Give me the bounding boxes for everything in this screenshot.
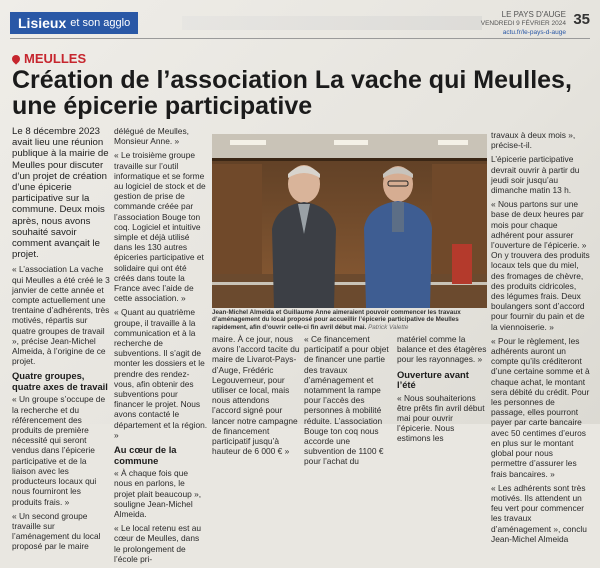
header-rule — [10, 38, 590, 39]
article-paragraph: « Le local retenu est au cœur de Meulles, dans le prolongement de l’école pri- — [114, 523, 202, 564]
article-paragraph: « Nous souhaiterions être prêts fin avril début mai pour ouvrir l’épicerie. Nous estimons les — [397, 392, 485, 444]
article-column-3b — [304, 334, 392, 471]
article-subhead: Au cœur de la commune — [114, 444, 177, 466]
article-paragraph: « L’association La vache qui Meulles a été créé le 3 janvier de cette année et compte actuellement une trentaine d’adhérents, très motivés, répartis sur quatre groupes de travail », précise Jean-Michel Almeida, à l’origine de ce projet. — [12, 264, 110, 367]
article-paragraph: « Quant au quatrième groupe, il travaille à la communication et à la recherche de subventions. Il s’agit de monter les dossiers et le prendre des rendez-vous, afin obtenir des subventions pour financer le projet. Nous avons contacté le département et la région. » — [114, 307, 208, 440]
publication-date: VENDREDI 9 FÉVRIER 2024 — [480, 20, 566, 27]
location-pin-icon — [10, 53, 21, 64]
article-column-3a — [212, 334, 300, 460]
article-paragraph: « Nous partons sur une base de deux heures par mois pour chaque adhérent pour assurer l’ouverture de l’épicerie. » On y trouvera des produits locaux tels que du miel, des fromages de chèvre, des produits cidricoles, des légumes frais. Deux boulangers sont d’accord pour fournir du pain et de la viennoiserie. » — [491, 199, 590, 332]
article-photo — [212, 134, 487, 308]
article-paragraph: L’épicerie participative devrait ouvrir à partir du jeudi soir jusqu’au dimanche matin 13 h. — [491, 154, 580, 196]
publication-name: LE PAYS D'AUGE — [501, 10, 566, 19]
article-paragraph: maire. À ce jour, nous avons l’accord tacite du maire de Livarot-Pays-d’Auge, Frédéric Legouverneur, pour utiliser ce local, mais nous attendons l’accord signé pour lancer notre campagne de financement participatif jusqu’à hauteur de 6 000 € » — [212, 334, 300, 457]
article-column-3c — [397, 334, 487, 448]
header-decoration — [182, 16, 482, 30]
photo-caption-text: Jean-Michel Almeida et Guillaume Anne aimeraient pouvoir commencer les travaux d’aménagement du local proposé pour accueillir l’épicerie participative de Meulles rapidement, afin d’ouvrir celle-ci fin avril début mai. — [212, 309, 461, 331]
section-name: Lisieux — [18, 15, 67, 31]
article-paragraph: « Ce financement participatif a pour objet de financer une partie des travaux d’aménagement et notamment la rampe pour l’accès des personnes à mobilité réduite. L’association Bouge ton coq nous accorde une subvention de 1100 € pour l’achat du — [304, 334, 389, 467]
photo-caption — [212, 309, 487, 331]
article-paragraph: « Un second groupe travaille sur l’aménagement du local proposé par le maire — [12, 510, 101, 552]
article-paragraph: « À chaque fois que nous en parlons, le projet plait beaucoup », souligne Jean-Michel Almeida. — [114, 468, 202, 519]
article-paragraph: « Pour le règlement, les adhérents auront un compte qu’ils créditeront d’une certaine somme et à chaque achat, le montant sera débité du crédit. Pour les personnes de passage, elles pourront payer par carte bancaire avec 50 centimes d’euros en plus sur le montant global pour nous permettre d’assurer les frais bancaires. » — [491, 335, 590, 479]
article-subhead: Quatre groupes, quatre axes de travail — [12, 370, 108, 392]
section-tab — [10, 12, 138, 34]
article-column-4 — [491, 130, 590, 548]
article-column-1 — [12, 126, 110, 556]
article-paragraph: délégué de Meulles, Monsieur Anne. » — [114, 126, 189, 147]
article-paragraph: « Un groupe s’occupe de la recherche et du référencement des produits de première nécessité qui seront vendus dans l’épicerie participative et de la liaison avec les producteurs locaux qui nous fourniront les produits frais. » — [12, 394, 106, 507]
article-paragraph: travaux à deux mois », précise-t-il. — [491, 130, 576, 151]
article-title: Création de l’association La vache qui Meulles, une épicerie participative — [12, 66, 572, 120]
section-sub: et son agglo — [70, 17, 131, 29]
page-header — [0, 0, 600, 42]
masthead — [481, 10, 566, 37]
article-subhead: Ouverture avant l’été — [397, 368, 469, 391]
photo-credit: Patrick Valette — [368, 323, 409, 331]
page-number: 35 — [573, 11, 590, 28]
article-column-2 — [114, 126, 208, 568]
article-paragraph: « Les adhérents sont très motivés. Ils attendent un feu vert pour commencer les travaux d’aménagement », conclu Jean-Michel Almeida — [491, 482, 587, 544]
article-kicker — [12, 51, 86, 66]
kicker-text: MEULLES — [24, 51, 87, 66]
article-paragraph: matériel comme la balance et des étagères pour les rayonnages. » — [397, 334, 487, 365]
article-paragraph: « Le troisième groupe travaille sur l’outil informatique et se forme au logiciel de stock et de gestion de prise de commande créée par l’association Bouge ton coq. Logiciel et intuitive simple et déjà utilisé dans les 130 autres épiceries participative et solidaire qui ont été créés dans toute la France avec l’aide de cette association. » — [114, 150, 206, 304]
publication-website: actu.fr/le-pays-d-auge — [502, 29, 566, 36]
article-lead: Le 8 décembre 2023 avait lieu une réunion publique à la mairie de Meulles pour discuter d’un projet de création d’une épicerie participative sur la commune. Deux mois après, nous avons souhaité savoir comment avançait le projet. — [12, 126, 109, 261]
